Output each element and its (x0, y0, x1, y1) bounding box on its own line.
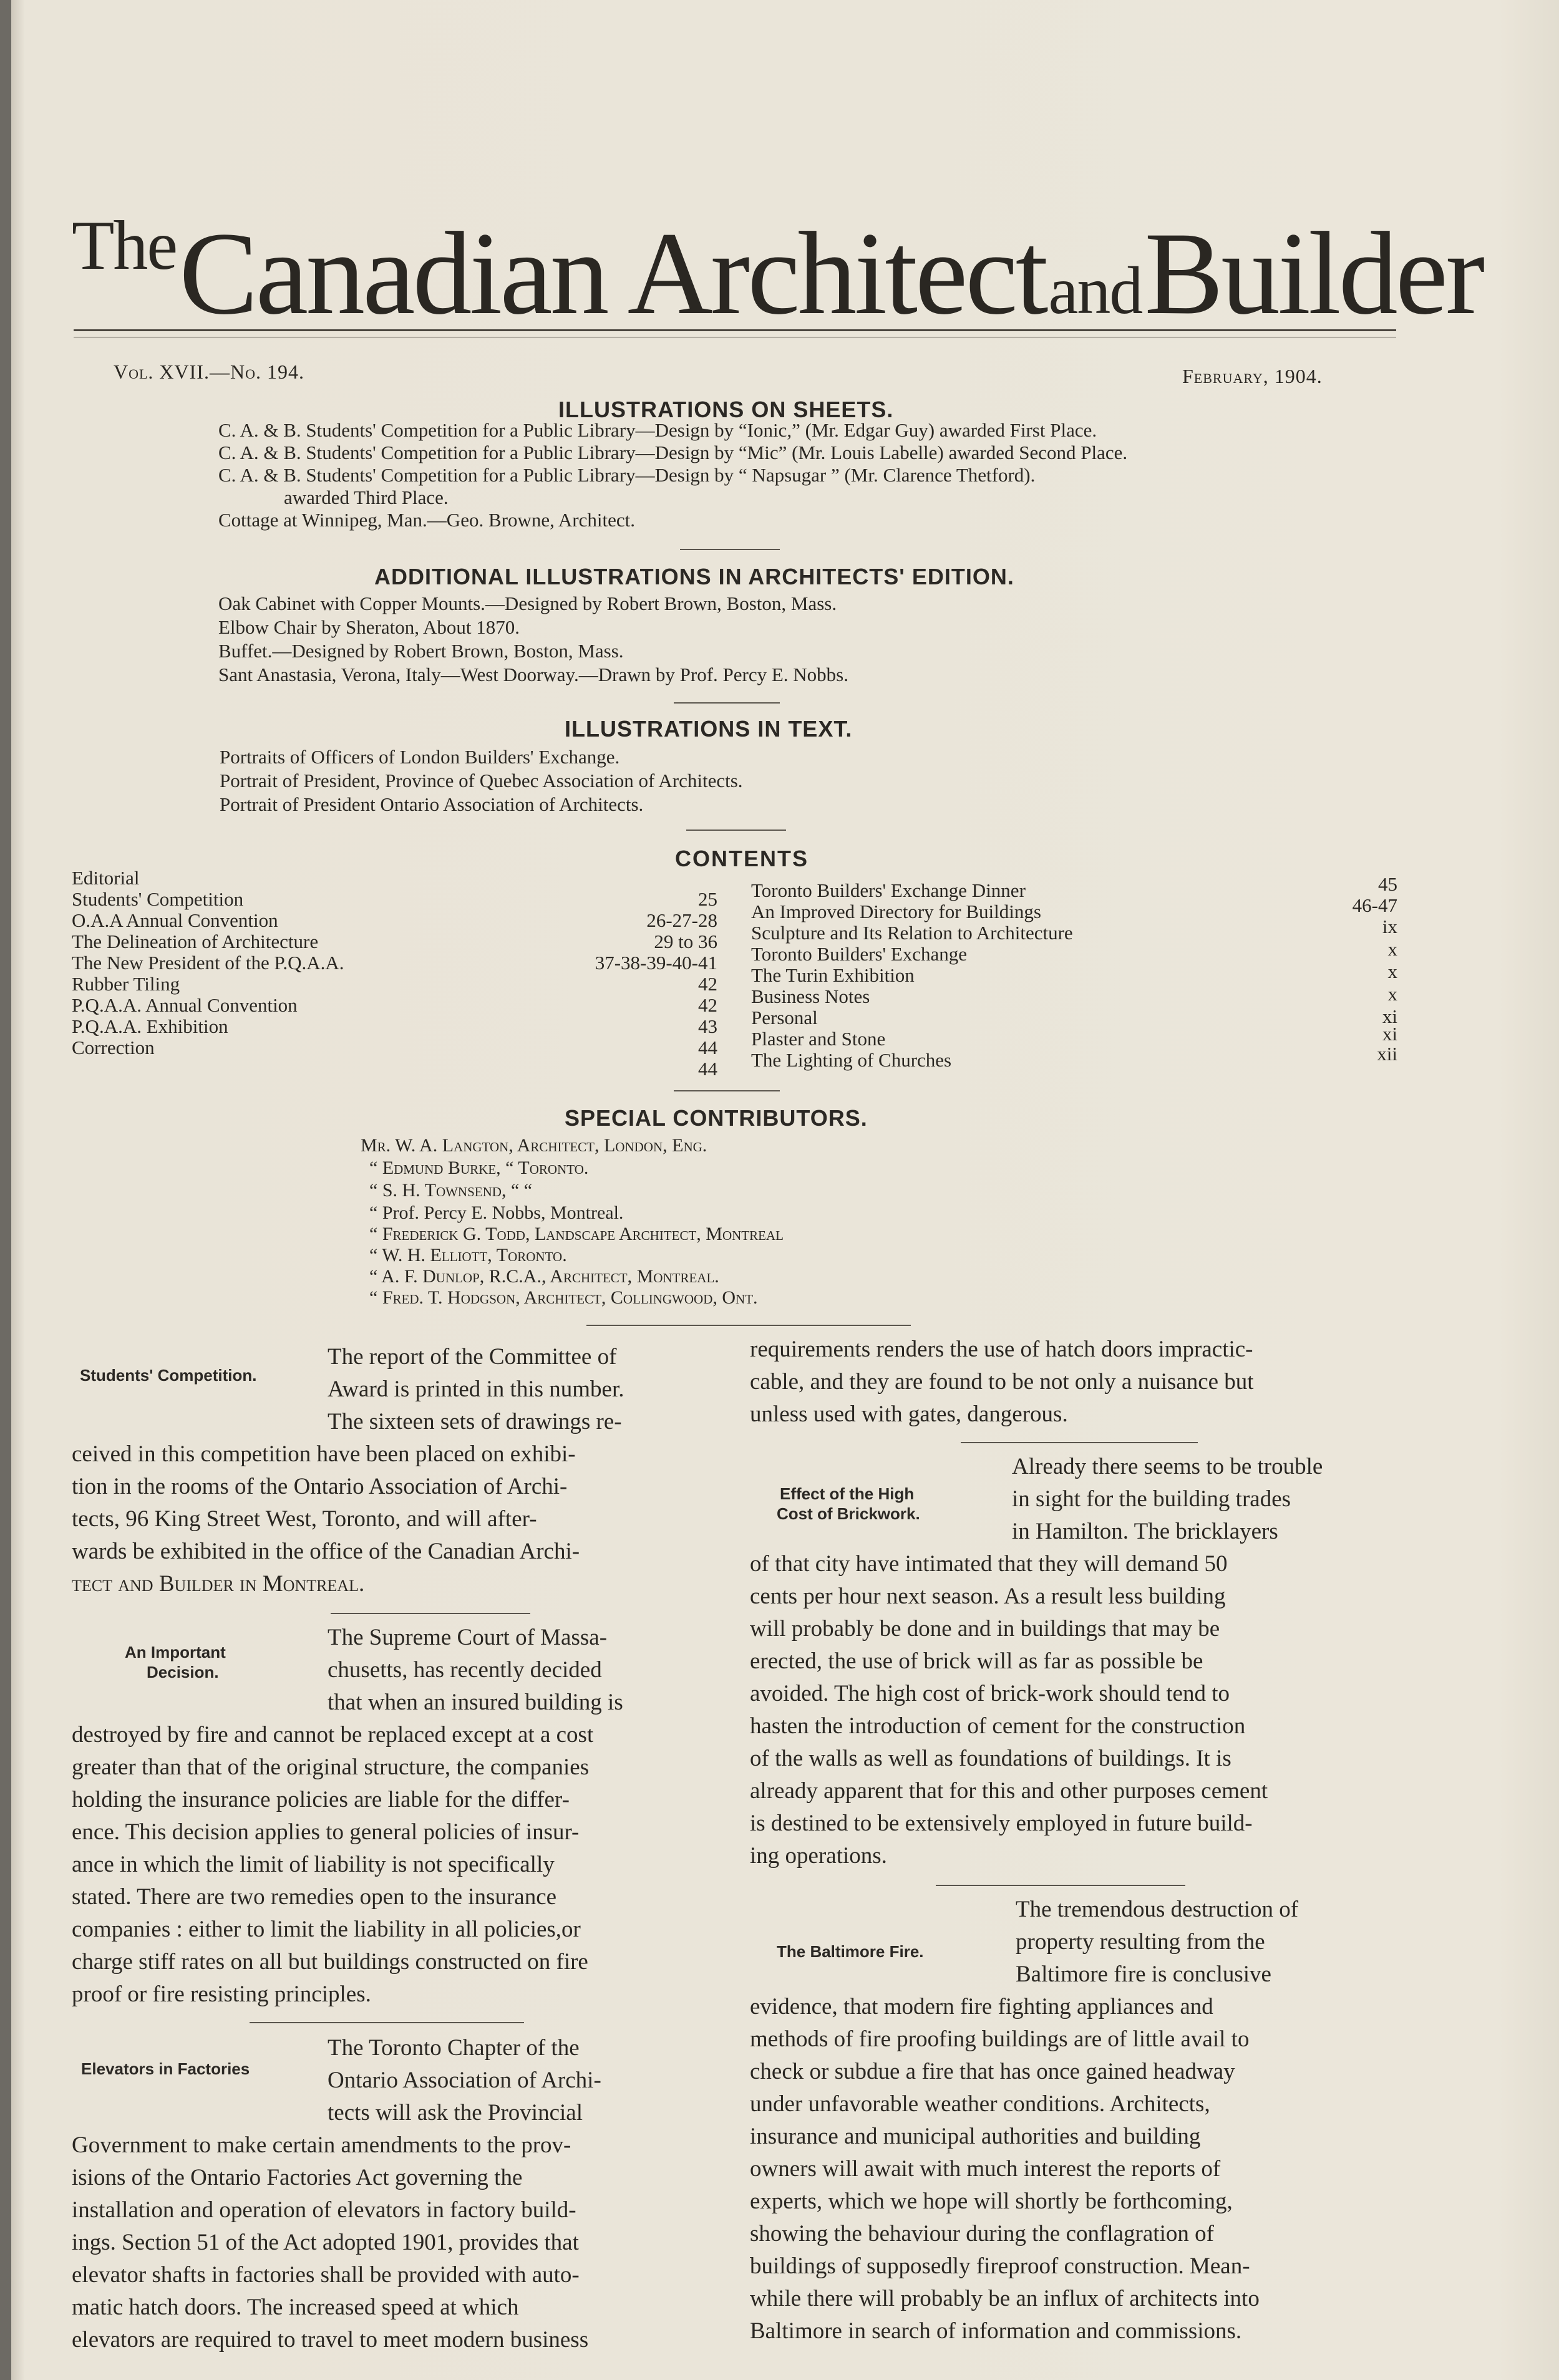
body-line: The Toronto Chapter of the (328, 2035, 580, 2061)
body-line: elevator shafts in factories shall be provided with auto- (72, 2262, 580, 2288)
toc-entry[interactable]: Personal (751, 1007, 818, 1028)
body-line: matic hatch doors. The increased speed at which (72, 2295, 519, 2320)
column-divider (250, 2022, 524, 2023)
body-line: The Supreme Court of Massa- (328, 1625, 608, 1650)
body-line: showing the behaviour during the conflagration of (750, 2221, 1214, 2247)
toc-page: x (1387, 983, 1397, 1005)
side-head-students-competition: Students' Competition. (80, 1366, 257, 1385)
text-illustration-line: Portraits of Officers of London Builders' Exchange. (220, 746, 620, 768)
body-line: ceived in this competition have been placed on exhibi- (72, 1441, 576, 1467)
body-line: methods of fire proofing buildings are of little avail to (750, 2026, 1250, 2052)
toc-page: 42 (698, 994, 717, 1016)
body-line: Baltimore fire is conclusive (1016, 1962, 1271, 1987)
toc-page: 43 (698, 1015, 717, 1037)
body-line: in sight for the building trades (1012, 1486, 1291, 1512)
toc-page: xi (1382, 1005, 1397, 1027)
toc-page: 42 (698, 973, 717, 995)
body-line: check or subdue a fire that has once gained headway (750, 2059, 1235, 2084)
side-head-important-decision-2: Decision. (147, 1663, 219, 1681)
body-line: unless used with gates, dangerous. (750, 1401, 1068, 1427)
body-line: installation and operation of elevators in factory build- (72, 2197, 576, 2223)
body-line: charge stiff rates on all but buildings constructed on fire (72, 1949, 588, 1975)
toc-page: 44 (698, 1058, 717, 1080)
toc-page: 45 (1378, 873, 1397, 895)
body-line: insurance and municipal authorities and building (750, 2124, 1201, 2149)
body-line: buildings of supposedly fireproof construction. Mean- (750, 2253, 1250, 2279)
body-line: will probably be done and in buildings that may be (750, 1616, 1220, 1642)
toc-entry[interactable]: O.A.A Annual Convention (72, 909, 278, 931)
contributor-line: “ Fred. T. Hodgson, Architect, Collingwood, Ont. (369, 1287, 758, 1308)
text-illustration-line: Portrait of President Ontario Association of Architects. (220, 793, 644, 815)
header-divider (586, 1325, 911, 1326)
body-line: while there will probably be an influx of architects into (750, 2286, 1260, 2311)
body-line: destroyed by fire and cannot be replaced except at a cost (72, 1722, 594, 1748)
toc-page: ix (1382, 916, 1397, 937)
toc-entry[interactable]: Students' Competition (72, 888, 244, 910)
toc-page: 25 (698, 888, 717, 910)
toc-entry[interactable]: Rubber Tiling (72, 973, 180, 995)
sheet-line: C. A. & B. Students' Competition for a Public Library—Design by “Mic” (Mr. Louis Labelle) awarded Second Place. (218, 442, 1128, 463)
additional-line: Elbow Chair by Sheraton, About 1870. (218, 616, 520, 638)
body-line: Award is printed in this number. (328, 1376, 624, 1402)
column-divider (961, 1442, 1198, 1443)
body-line: under unfavorable weather conditions. Architects, (750, 2091, 1210, 2117)
body-line: evidence, that modern fire fighting appliances and (750, 1994, 1213, 2020)
additional-illustrations-heading: ADDITIONAL ILLUSTRATIONS IN ARCHITECTS' EDITION. (374, 564, 1014, 589)
contributor-line: “ Prof. Percy E. Nobbs, Montreal. (369, 1202, 624, 1223)
body-line: proof or fire resisting principles. (72, 1981, 371, 2007)
toc-page: 26-27-28 (646, 909, 717, 931)
contributor-line: “ Frederick G. Todd, Landscape Architect, Montreal (369, 1224, 784, 1244)
body-line: elevators are required to travel to meet modern business (72, 2327, 589, 2353)
body-line: greater than that of the original structure, the companies (72, 1754, 590, 1780)
body-line: requirements renders the use of hatch doors impractic- (750, 1337, 1253, 1362)
masthead-builder: Builder (1144, 208, 1483, 339)
body-line: ings. Section 51 of the Act adopted 1901, provides that (72, 2230, 579, 2255)
sheet-line: Cottage at Winnipeg, Man.—Geo. Browne, Architect. (218, 509, 635, 531)
toc-page: 37-38-39-40-41 (595, 952, 717, 974)
column-divider (331, 1613, 530, 1614)
contributors-heading: SPECIAL CONTRIBUTORS. (565, 1105, 868, 1131)
toc-entry[interactable]: P.Q.A.A. Annual Convention (72, 994, 298, 1016)
section-divider (680, 549, 780, 550)
contributor-line: “ W. H. Elliott, Toronto. (369, 1245, 567, 1265)
toc-entry[interactable]: The Lighting of Churches (751, 1049, 952, 1071)
body-line: cable, and they are found to be not only a nuisance but (750, 1369, 1254, 1395)
contributor-line: “ Edmund Burke, “ Toronto. (369, 1158, 589, 1178)
body-line: ence. This decision applies to general policies of insur- (72, 1819, 580, 1845)
text-illustration-line: Portrait of President, Province of Quebec Association of Architects. (220, 770, 743, 791)
body-line: companies : either to limit the liability in all policies,or (72, 1917, 581, 1942)
body-line: tects, 96 King Street West, Toronto, and will after- (72, 1506, 537, 1532)
toc-entry[interactable]: Editorial (72, 867, 140, 889)
column-divider (936, 1885, 1185, 1886)
toc-page: 46-47 (1352, 894, 1397, 916)
sheet-line: C. A. & B. Students' Competition for a Public Library—Design by “Ionic,” (Mr. Edgar Guy) awarded First Place. (218, 419, 1097, 441)
sheet-line: C. A. & B. Students' Competition for a Public Library—Design by “ Napsugar ” (Mr. Clarence Thetford). (218, 464, 1036, 486)
masthead-title: Canadian Architect (179, 208, 1046, 339)
body-line: avoided. The high cost of brick-work should tend to (750, 1681, 1230, 1706)
body-line: Ontario Association of Archi- (328, 2068, 601, 2093)
side-head-baltimore-fire: The Baltimore Fire. (777, 1942, 924, 1961)
binding-edge (0, 0, 11, 2380)
toc-page: 44 (698, 1037, 717, 1058)
toc-page: x (1387, 938, 1397, 960)
contributor-line: Mr. W. A. Langton, Architect, London, Eng. (361, 1135, 707, 1156)
body-line: of that city have intimated that they will demand 50 (750, 1551, 1228, 1577)
toc-page: 29 to 36 (654, 931, 717, 952)
body-line: stated. There are two remedies open to the insurance (72, 1884, 557, 1910)
body-line: ing operations. (750, 1843, 887, 1869)
side-head-elevators-in-factories: Elevators in Factories (81, 2059, 250, 2078)
side-head-brickwork-2: Cost of Brickwork. (777, 1504, 920, 1523)
body-line: is destined to be extensively employed in future build- (750, 1811, 1253, 1836)
body-line: Government to make certain amendments to the prov- (72, 2132, 571, 2158)
sheet-line: awarded Third Place. (284, 486, 449, 508)
body-line: tion in the rooms of the Ontario Association of Archi- (72, 1474, 568, 1499)
toc-entry[interactable]: Sculpture and Its Relation to Architecture (751, 922, 1073, 944)
toc-entry[interactable]: Toronto Builders' Exchange (751, 943, 968, 965)
body-line: ance in which the limit of liability is not specifically (72, 1852, 555, 1877)
body-line: isions of the Ontario Factories Act governing the (72, 2165, 523, 2190)
masthead (72, 206, 1483, 349)
toc-entry[interactable]: The Delineation of Architecture (72, 931, 319, 952)
body-line: wards be exhibited in the office of the Canadian Archi- (72, 1539, 580, 1564)
toc-entry[interactable]: Correction (72, 1037, 155, 1058)
toc-page: xii (1377, 1043, 1397, 1065)
body-line: erected, the use of brick will as far as possible be (750, 1648, 1203, 1674)
body-line: cents per hour next season. As a result less building (750, 1584, 1226, 1609)
body-line: tect and Builder in Montreal. (72, 1571, 365, 1597)
body-line: in Hamilton. The bricklayers (1012, 1519, 1278, 1544)
toc-entry[interactable]: Business Notes (751, 985, 870, 1007)
toc-entry[interactable]: Plaster and Stone (751, 1028, 886, 1050)
illustrations-in-text-heading: ILLUSTRATIONS IN TEXT. (565, 716, 853, 742)
contributor-line: “ A. F. Dunlop, R.C.A., Architect, Montreal. (369, 1266, 719, 1287)
body-line: holding the insurance policies are liable for the differ- (72, 1787, 570, 1812)
body-line: Already there seems to be trouble (1012, 1454, 1323, 1479)
masthead-and: and (1048, 254, 1142, 328)
toc-entry[interactable]: An Improved Directory for Buildings (751, 901, 1041, 922)
toc-entry[interactable]: Toronto Builders' Exchange Dinner (751, 879, 1026, 901)
contents-heading: CONTENTS (675, 846, 809, 871)
section-divider (686, 830, 786, 831)
body-line: tects will ask the Provincial (328, 2100, 583, 2126)
section-divider (674, 702, 780, 704)
side-head-important-decision: An Important (125, 1643, 226, 1662)
additional-line: Sant Anastasia, Verona, Italy—West Doorway.—Drawn by Prof. Percy E. Nobbs. (218, 664, 848, 685)
issue-date: February, 1904. (1182, 365, 1323, 387)
toc-entry[interactable]: The Turin Exhibition (751, 964, 915, 986)
body-line: owners will await with much interest the reports of (750, 2156, 1221, 2182)
body-line: already apparent that for this and other purposes cement (750, 1778, 1268, 1804)
volume-number: Vol. XVII.—No. 194. (114, 360, 304, 383)
body-line: experts, which we hope will shortly be forthcoming, (750, 2189, 1233, 2214)
body-line: hasten the introduction of cement for the construction (750, 1713, 1246, 1739)
toc-entry[interactable]: P.Q.A.A. Exhibition (72, 1015, 228, 1037)
body-line: The sixteen sets of drawings re- (328, 1409, 622, 1434)
toc-page: x (1387, 960, 1397, 982)
section-divider (674, 1090, 780, 1091)
additional-line: Buffet.—Designed by Robert Brown, Boston, Mass. (218, 640, 624, 662)
illustrations-on-sheets-heading: ILLUSTRATIONS ON SHEETS. (558, 397, 894, 422)
body-line: Baltimore in search of information and commissions. (750, 2318, 1242, 2344)
body-line: that when an insured building is (328, 1690, 623, 1715)
body-line: property resulting from the (1016, 1929, 1265, 1955)
contributor-line: “ S. H. Townsend, “ “ (369, 1180, 533, 1201)
body-line: The report of the Committee of (328, 1344, 617, 1370)
side-head-brickwork: Effect of the High (780, 1484, 915, 1503)
additional-line: Oak Cabinet with Copper Mounts.—Designed by Robert Brown, Boston, Mass. (218, 593, 837, 614)
masthead-the: The (72, 207, 177, 284)
body-line: of the walls as well as foundations of buildings. It is (750, 1746, 1231, 1771)
body-line: The tremendous destruction of (1016, 1897, 1299, 1922)
toc-entry[interactable]: The New President of the P.Q.A.A. (72, 952, 344, 974)
body-line: chusetts, has recently decided (328, 1657, 602, 1683)
toc-page: xi (1382, 1023, 1397, 1045)
masthead-rule-top (74, 329, 1396, 331)
